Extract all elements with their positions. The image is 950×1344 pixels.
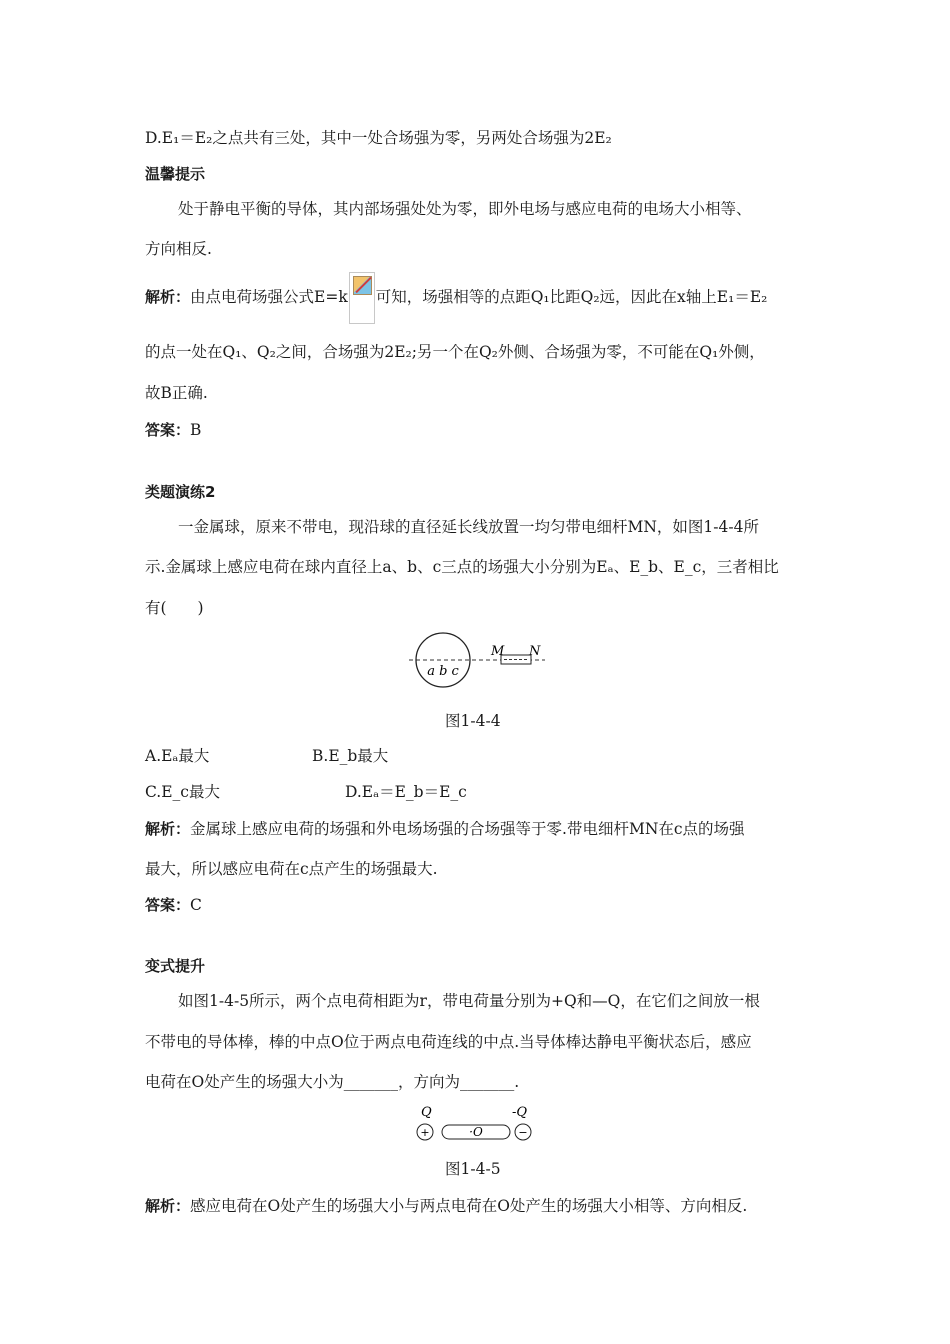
charge-label-negative: -Q	[512, 1105, 528, 1120]
analysis2-line-1	[145, 818, 745, 840]
rod-end-n: N	[529, 644, 541, 659]
plus-sign: +	[420, 1126, 430, 1139]
analysis-line-1	[145, 286, 767, 324]
figure-1-4-5	[408, 1100, 548, 1146]
analysis3-text: 感应电荷在O处产生的场强大小与两点电荷在O处产生的场强大小相等、方向相反.	[190, 1197, 748, 1215]
analysis2-line-2: 最大，所以感应电荷在c点产生的场强最大.	[145, 860, 438, 878]
rod-midpoint-o: ·O	[469, 1125, 483, 1139]
answer-label: 答案：	[145, 421, 191, 439]
option-a: A.Eₐ最大	[145, 747, 210, 765]
analysis3-line-1	[145, 1195, 747, 1217]
option-d-line: D.E₁＝E₂之点共有三处，其中一处合场强为零，另两处合场强为2E₂	[145, 129, 612, 147]
answer-value: B	[190, 421, 202, 439]
analysis-label: 解析：	[145, 288, 191, 306]
tip-text-1: 处于静电平衡的导体，其内部场强处处为零，即外电场与感应电荷的电场大小相等、	[178, 200, 752, 218]
option-d: D.Eₐ＝E_b＝E_c	[345, 783, 467, 801]
answer-line-2	[145, 894, 202, 916]
answer2-value: C	[190, 896, 202, 914]
figure-1-caption: 图1-4-4	[445, 712, 501, 730]
analysis2-text: 金属球上感应电荷的场强和外电场场强的合场强等于零.带电细杆MN在c点的场强	[190, 820, 745, 838]
minus-sign: −	[518, 1126, 528, 1139]
question-text-1: 一金属球，原来不带电，现沿球的直径延长线放置一均匀带电细杆MN，如图1-4-4所	[178, 518, 759, 536]
option-c: C.E_c最大	[145, 783, 220, 801]
broken-image-icon	[349, 272, 375, 324]
figure-1-4-4	[405, 628, 555, 693]
analysis2-label: 解析：	[145, 820, 191, 838]
charge-label-positive: Q	[421, 1105, 432, 1120]
section-heading-tip: 温馨提示	[145, 165, 206, 183]
question-text-3: 有( )	[145, 599, 204, 617]
analysis-line-3: 故B正确.	[145, 384, 208, 402]
question-text-2: 示.金属球上感应电荷在球内直径上a、b、c三点的场强大小分别为Eₐ、E_b、E_c，三者相比	[145, 558, 779, 576]
answer-line-1	[145, 419, 201, 441]
variant-text-2: 不带电的导体棒，棒的中点O位于两点电荷连线的中点.当导体棒达静电平衡状态后，感应	[145, 1033, 752, 1051]
analysis-text-b: 可知，场强相等的点距Q₁比距Q₂远，因此在x轴上E₁＝E₂	[375, 288, 768, 306]
section-heading-variant: 变式提升	[145, 957, 206, 975]
analysis-text-a: 由点电荷场强公式E=k	[190, 288, 348, 306]
analysis3-label: 解析：	[145, 1197, 191, 1215]
section-heading-practice: 类题演练2	[145, 483, 216, 501]
variant-text-3: 电荷在O处产生的场强大小为_______，方向为_______.	[145, 1073, 520, 1091]
variant-text-1: 如图1-4-5所示，两个点电荷相距为r，带电荷量分别为+Q和—Q，在它们之间放一根	[178, 992, 760, 1010]
rod-end-m: M	[491, 644, 505, 659]
option-b: B.E_b最大	[312, 747, 389, 765]
figure-2-caption: 图1-4-5	[445, 1160, 501, 1178]
answer2-label: 答案：	[145, 896, 191, 914]
ball-points-label: a b c	[427, 664, 459, 679]
analysis-line-2: 的点一处在Q₁、Q₂之间，合场强为2E₂;另一个在Q₂外侧、合场强为零，不可能在Q₁外侧，	[145, 343, 765, 361]
tip-text-2: 方向相反.	[145, 240, 212, 258]
